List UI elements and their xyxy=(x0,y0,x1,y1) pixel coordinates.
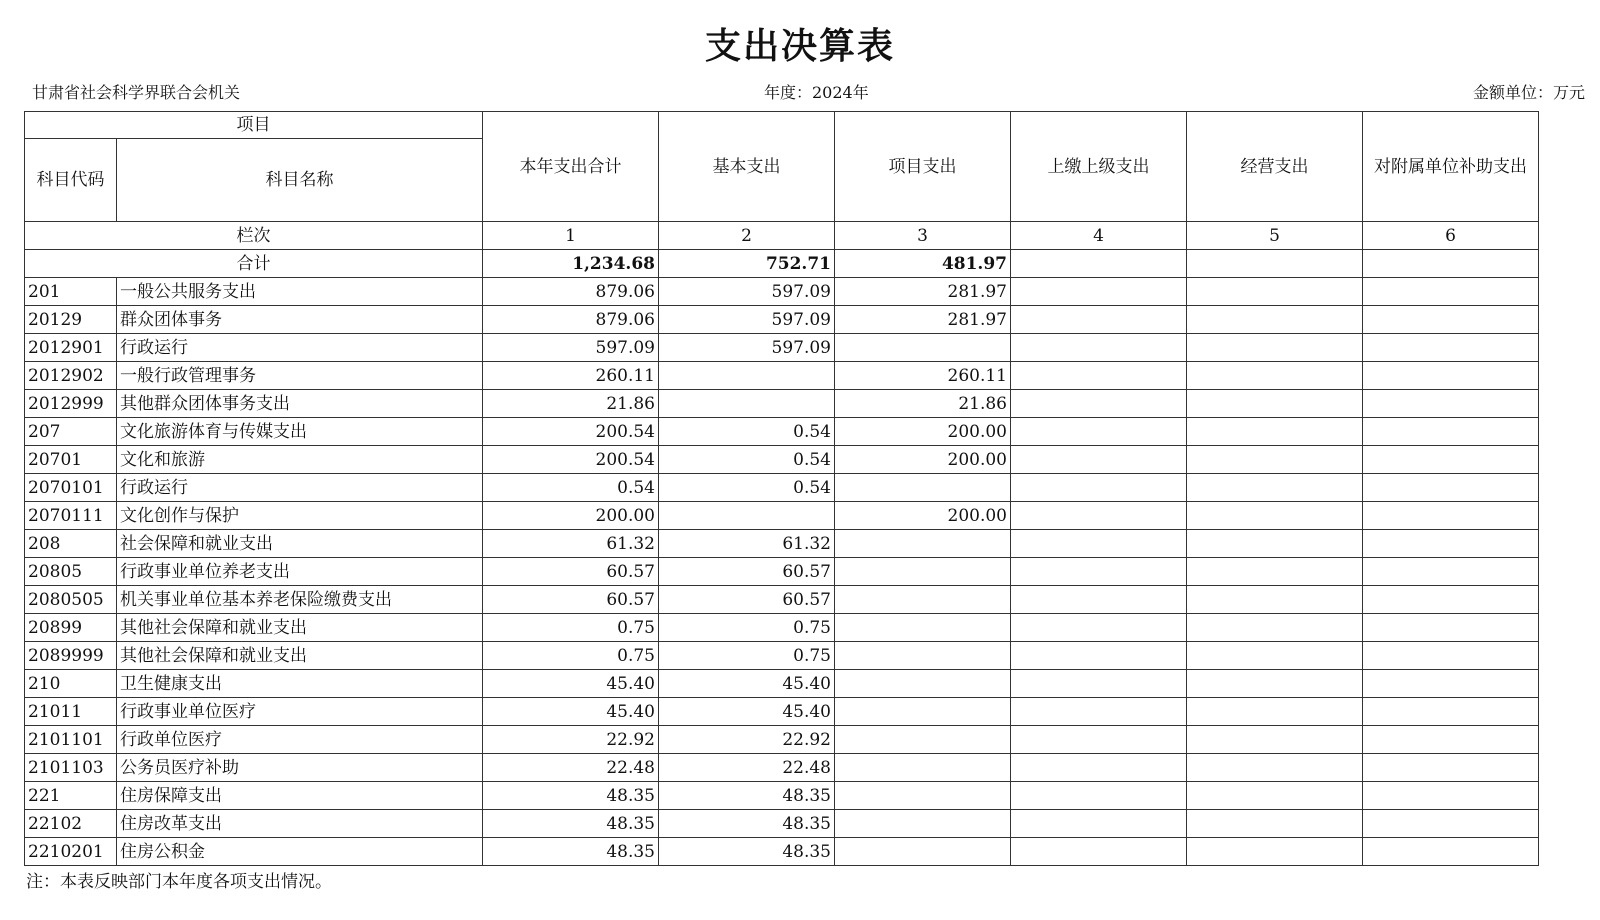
header-col-total: 本年支出合计 xyxy=(483,112,659,222)
row-value: 48.35 xyxy=(483,782,659,810)
row-name: 住房保障支出 xyxy=(117,782,483,810)
row-value: 22.92 xyxy=(483,726,659,754)
row-value xyxy=(1363,558,1539,586)
row-value xyxy=(1187,334,1363,362)
row-value: 60.57 xyxy=(483,558,659,586)
row-value xyxy=(1011,558,1187,586)
total-label: 合计 xyxy=(25,250,483,278)
row-value xyxy=(1187,838,1363,866)
row-value: 0.75 xyxy=(659,642,835,670)
row-value: 48.35 xyxy=(659,810,835,838)
row-value: 0.54 xyxy=(483,474,659,502)
table-row xyxy=(25,810,1539,838)
row-value xyxy=(1363,334,1539,362)
row-value xyxy=(1011,306,1187,334)
row-value: 200.00 xyxy=(483,502,659,530)
column-index-label: 栏次 xyxy=(25,222,483,250)
row-value xyxy=(659,362,835,390)
row-value: 879.06 xyxy=(483,306,659,334)
column-index-row xyxy=(25,222,1539,250)
header-col-upper: 上缴上级支出 xyxy=(1011,112,1187,222)
row-name: 行政运行 xyxy=(117,334,483,362)
row-value xyxy=(835,782,1011,810)
row-value: 60.57 xyxy=(483,586,659,614)
row-value: 0.54 xyxy=(659,446,835,474)
row-value xyxy=(835,474,1011,502)
expenditure-table xyxy=(24,111,1539,866)
row-value xyxy=(1363,754,1539,782)
row-value xyxy=(835,698,1011,726)
row-name: 行政运行 xyxy=(117,474,483,502)
row-value xyxy=(1363,418,1539,446)
row-value: 60.57 xyxy=(659,586,835,614)
row-value: 48.35 xyxy=(659,838,835,866)
row-value xyxy=(1187,754,1363,782)
row-value: 0.75 xyxy=(483,614,659,642)
table-row xyxy=(25,530,1539,558)
row-name: 其他社会保障和就业支出 xyxy=(117,614,483,642)
row-name: 其他群众团体事务支出 xyxy=(117,390,483,418)
total-row xyxy=(25,250,1539,278)
row-value: 200.54 xyxy=(483,446,659,474)
row-name: 卫生健康支出 xyxy=(117,670,483,698)
header-col-subsidy: 对附属单位补助支出 xyxy=(1363,112,1539,222)
row-value xyxy=(1187,642,1363,670)
row-value xyxy=(1011,474,1187,502)
row-value xyxy=(659,502,835,530)
row-code: 2080505 xyxy=(25,586,117,614)
row-name: 公务员医疗补助 xyxy=(117,754,483,782)
fiscal-year: 年度：2024年 xyxy=(764,83,869,102)
row-value xyxy=(835,558,1011,586)
row-value xyxy=(1011,362,1187,390)
row-name: 住房改革支出 xyxy=(117,810,483,838)
row-value xyxy=(1011,446,1187,474)
table-row xyxy=(25,698,1539,726)
column-index: 5 xyxy=(1187,222,1363,250)
header-col-business: 经营支出 xyxy=(1187,112,1363,222)
row-value xyxy=(1187,698,1363,726)
row-value: 45.40 xyxy=(659,670,835,698)
row-value xyxy=(1187,810,1363,838)
row-code: 2101103 xyxy=(25,754,117,782)
header-name: 科目名称 xyxy=(117,139,483,222)
row-value xyxy=(835,614,1011,642)
row-value: 45.40 xyxy=(483,670,659,698)
row-code: 208 xyxy=(25,530,117,558)
row-value: 0.54 xyxy=(659,474,835,502)
row-value xyxy=(1187,586,1363,614)
row-value: 281.97 xyxy=(835,278,1011,306)
row-value: 200.00 xyxy=(835,418,1011,446)
row-value: 200.00 xyxy=(835,446,1011,474)
table-row xyxy=(25,642,1539,670)
table-row xyxy=(25,446,1539,474)
row-value: 48.35 xyxy=(483,838,659,866)
row-value xyxy=(1363,586,1539,614)
row-value: 21.86 xyxy=(483,390,659,418)
row-name: 文化和旅游 xyxy=(117,446,483,474)
header-row-1 xyxy=(25,112,1539,139)
column-index: 3 xyxy=(835,222,1011,250)
row-value xyxy=(1363,474,1539,502)
row-value: 45.40 xyxy=(659,698,835,726)
row-value: 879.06 xyxy=(483,278,659,306)
total-value: 752.71 xyxy=(659,250,835,278)
row-value xyxy=(1363,306,1539,334)
table-row xyxy=(25,418,1539,446)
unit-name: 甘肃省社会科学界联合会机关 xyxy=(32,83,241,102)
table-row xyxy=(25,726,1539,754)
row-name: 行政单位医疗 xyxy=(117,726,483,754)
row-value xyxy=(1011,754,1187,782)
row-code: 20701 xyxy=(25,446,117,474)
page-title: 支出决算表 xyxy=(704,26,895,67)
row-value xyxy=(1011,334,1187,362)
row-code: 22102 xyxy=(25,810,117,838)
row-value xyxy=(1187,782,1363,810)
row-value: 200.00 xyxy=(835,502,1011,530)
row-value xyxy=(1187,670,1363,698)
row-value xyxy=(1363,530,1539,558)
row-name: 一般公共服务支出 xyxy=(117,278,483,306)
row-value xyxy=(1011,726,1187,754)
row-value: 597.09 xyxy=(659,278,835,306)
row-value xyxy=(835,726,1011,754)
row-value xyxy=(1011,278,1187,306)
row-value xyxy=(1011,390,1187,418)
row-value xyxy=(835,334,1011,362)
row-value: 61.32 xyxy=(483,530,659,558)
row-name: 行政事业单位养老支出 xyxy=(117,558,483,586)
row-value xyxy=(1363,390,1539,418)
row-value xyxy=(835,810,1011,838)
row-value xyxy=(1011,614,1187,642)
row-name: 其他社会保障和就业支出 xyxy=(117,642,483,670)
row-value xyxy=(1011,698,1187,726)
row-value xyxy=(1187,726,1363,754)
row-value: 260.11 xyxy=(483,362,659,390)
row-value xyxy=(1187,362,1363,390)
row-value xyxy=(1363,614,1539,642)
row-value: 60.57 xyxy=(659,558,835,586)
table-row xyxy=(25,390,1539,418)
row-value xyxy=(835,754,1011,782)
row-value xyxy=(1011,502,1187,530)
table-row xyxy=(25,362,1539,390)
row-value: 281.97 xyxy=(835,306,1011,334)
row-value: 200.54 xyxy=(483,418,659,446)
row-name: 社会保障和就业支出 xyxy=(117,530,483,558)
row-name: 文化创作与保护 xyxy=(117,502,483,530)
table-row xyxy=(25,754,1539,782)
row-value xyxy=(1363,446,1539,474)
row-value xyxy=(659,390,835,418)
row-code: 2070101 xyxy=(25,474,117,502)
row-value xyxy=(1363,810,1539,838)
row-code: 2012999 xyxy=(25,390,117,418)
row-code: 2012901 xyxy=(25,334,117,362)
row-name: 行政事业单位医疗 xyxy=(117,698,483,726)
table-row xyxy=(25,474,1539,502)
header-col-project: 项目支出 xyxy=(835,112,1011,222)
row-value: 48.35 xyxy=(659,782,835,810)
header-project: 项目 xyxy=(25,112,483,139)
row-value xyxy=(1363,698,1539,726)
row-value xyxy=(1363,502,1539,530)
row-value xyxy=(1011,782,1187,810)
row-code: 2089999 xyxy=(25,642,117,670)
row-code: 207 xyxy=(25,418,117,446)
row-value xyxy=(1187,278,1363,306)
row-name: 住房公积金 xyxy=(117,838,483,866)
table-row xyxy=(25,586,1539,614)
table-row xyxy=(25,558,1539,586)
row-code: 221 xyxy=(25,782,117,810)
row-code: 2070111 xyxy=(25,502,117,530)
header-code: 科目代码 xyxy=(25,139,117,222)
row-value xyxy=(1363,670,1539,698)
row-code: 2012902 xyxy=(25,362,117,390)
table-row xyxy=(25,782,1539,810)
table-note: 注：本表反映部门本年度各项支出情况。 xyxy=(26,872,332,892)
row-value xyxy=(1011,418,1187,446)
table-row xyxy=(25,334,1539,362)
row-value xyxy=(1011,810,1187,838)
row-value: 597.09 xyxy=(483,334,659,362)
column-index: 2 xyxy=(659,222,835,250)
row-value xyxy=(1187,474,1363,502)
row-value xyxy=(1011,670,1187,698)
row-value: 0.54 xyxy=(659,418,835,446)
row-value: 22.92 xyxy=(659,726,835,754)
row-value: 21.86 xyxy=(835,390,1011,418)
row-value xyxy=(1011,838,1187,866)
row-value xyxy=(1011,530,1187,558)
row-code: 20129 xyxy=(25,306,117,334)
row-value xyxy=(1187,530,1363,558)
row-name: 文化旅游体育与传媒支出 xyxy=(117,418,483,446)
row-value xyxy=(1011,586,1187,614)
row-value xyxy=(1363,726,1539,754)
total-value xyxy=(1011,250,1187,278)
row-value xyxy=(1187,390,1363,418)
table-row xyxy=(25,614,1539,642)
row-value: 45.40 xyxy=(483,698,659,726)
row-value xyxy=(1363,838,1539,866)
row-name: 一般行政管理事务 xyxy=(117,362,483,390)
row-value xyxy=(1187,418,1363,446)
table-row xyxy=(25,670,1539,698)
row-value: 22.48 xyxy=(483,754,659,782)
row-code: 210 xyxy=(25,670,117,698)
row-value xyxy=(1011,642,1187,670)
row-value: 22.48 xyxy=(659,754,835,782)
row-value xyxy=(835,838,1011,866)
row-value xyxy=(835,642,1011,670)
row-value xyxy=(1363,362,1539,390)
table-row xyxy=(25,306,1539,334)
row-code: 21011 xyxy=(25,698,117,726)
row-name: 群众团体事务 xyxy=(117,306,483,334)
row-value: 48.35 xyxy=(483,810,659,838)
row-value: 260.11 xyxy=(835,362,1011,390)
total-value: 1,234.68 xyxy=(483,250,659,278)
currency-unit: 金额单位：万元 xyxy=(1472,83,1585,102)
total-value xyxy=(1363,250,1539,278)
row-value: 597.09 xyxy=(659,334,835,362)
row-value xyxy=(1187,446,1363,474)
total-value: 481.97 xyxy=(835,250,1011,278)
row-value xyxy=(1187,614,1363,642)
table-row xyxy=(25,278,1539,306)
row-name: 机关事业单位基本养老保险缴费支出 xyxy=(117,586,483,614)
row-value xyxy=(1363,278,1539,306)
row-value: 0.75 xyxy=(659,614,835,642)
row-code: 20805 xyxy=(25,558,117,586)
row-value xyxy=(1187,306,1363,334)
row-value xyxy=(835,530,1011,558)
table-row xyxy=(25,838,1539,866)
row-value xyxy=(1363,782,1539,810)
total-value xyxy=(1187,250,1363,278)
column-index: 6 xyxy=(1363,222,1539,250)
row-value xyxy=(1187,558,1363,586)
row-value xyxy=(1363,642,1539,670)
row-value xyxy=(1187,502,1363,530)
column-index: 4 xyxy=(1011,222,1187,250)
row-code: 201 xyxy=(25,278,117,306)
header-col-basic: 基本支出 xyxy=(659,112,835,222)
table-row xyxy=(25,502,1539,530)
row-code: 2210201 xyxy=(25,838,117,866)
row-value xyxy=(835,670,1011,698)
column-index: 1 xyxy=(483,222,659,250)
row-value xyxy=(835,586,1011,614)
row-value: 597.09 xyxy=(659,306,835,334)
row-code: 2101101 xyxy=(25,726,117,754)
row-value: 0.75 xyxy=(483,642,659,670)
row-code: 20899 xyxy=(25,614,117,642)
row-value: 61.32 xyxy=(659,530,835,558)
